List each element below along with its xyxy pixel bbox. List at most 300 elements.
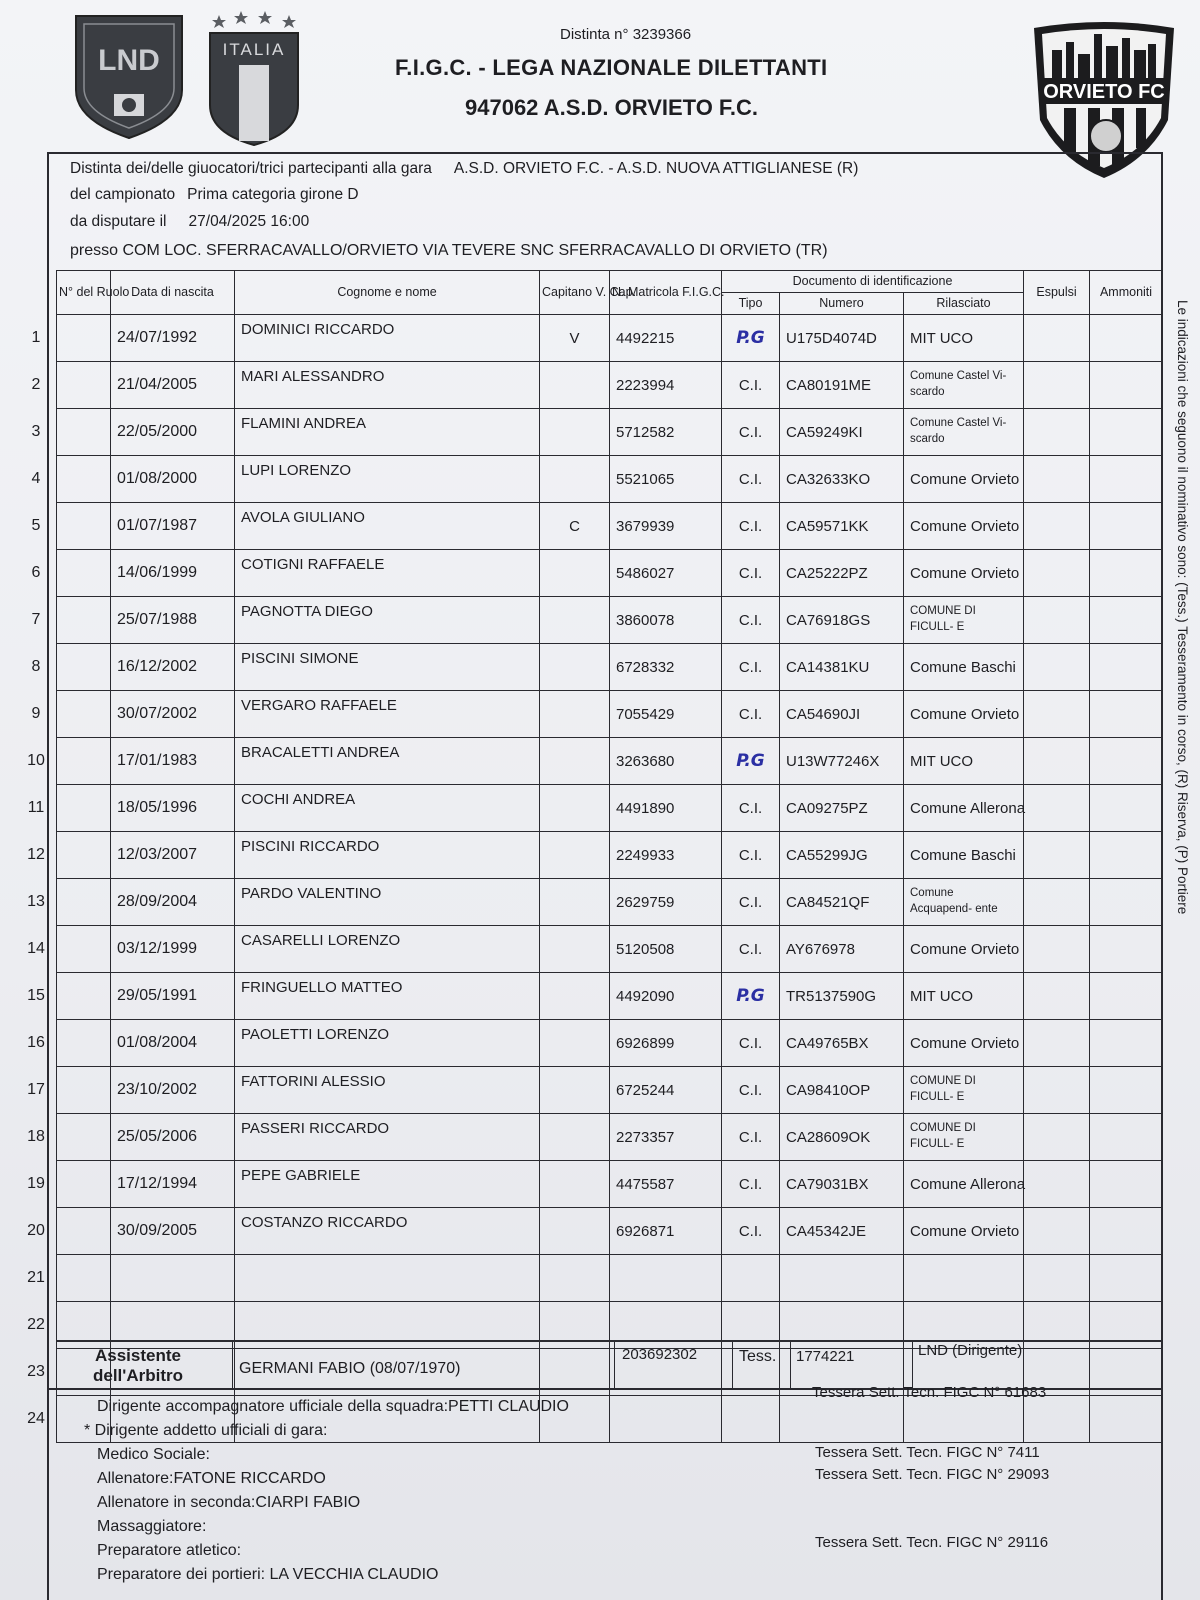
cell-numero: CA09275PZ: [780, 785, 904, 832]
cell-date: 12/03/2007: [111, 832, 235, 879]
cell-espulsi: [1024, 973, 1090, 1020]
cell-ril: Comune Orvieto: [904, 503, 1024, 550]
row-number: 11: [27, 799, 45, 816]
cell-numero: CA14381KU: [780, 644, 904, 691]
cell-ammoniti: [1090, 973, 1163, 1020]
cell-ammoniti: [1090, 1208, 1163, 1255]
cell-ammoniti: [1090, 409, 1163, 456]
championship-label: del campionato: [70, 186, 176, 203]
assistant-divider: [912, 1342, 913, 1390]
staff-massaggiatore: Massaggiatore:: [97, 1518, 207, 1535]
club-title: 947062 A.S.D. ORVIETO F.C.: [465, 95, 759, 120]
cell-ruolo: [57, 503, 111, 550]
cell-date: 14/06/1999: [111, 550, 235, 597]
cell-tipo: C.I.: [722, 1208, 780, 1255]
cell-ammoniti: [1090, 926, 1163, 973]
cell-ruolo: [57, 973, 111, 1020]
cell-cap: [540, 597, 610, 644]
table-row: [57, 785, 1163, 832]
cell-ruolo: [57, 456, 111, 503]
championship-line: [70, 186, 359, 204]
cell-cap: [540, 1208, 610, 1255]
assistant-matricola: 203692302: [622, 1346, 698, 1363]
cell-numero: U175D4074D: [780, 315, 904, 362]
cell-cap: [540, 1020, 610, 1067]
cell-ril: Comune Castel Vi- scardo: [904, 362, 1024, 409]
cell-ammoniti: [1090, 456, 1163, 503]
cell-espulsi: [1024, 550, 1090, 597]
cell-ruolo: [57, 1067, 111, 1114]
cell-ril: Comune Orvieto: [904, 550, 1024, 597]
table-row: [57, 456, 1163, 503]
cell-numero: TR5137590G: [780, 973, 904, 1020]
col-rilasciato: Rilasciato: [904, 293, 1024, 315]
cell-ammoniti: [1090, 691, 1163, 738]
row-number: 12: [27, 846, 45, 863]
cell-matricola: 6728332: [610, 644, 722, 691]
cell-ril: COMUNE DI FICULL- E: [904, 597, 1024, 644]
cell-ruolo: [57, 409, 111, 456]
col-espulsi: Espulsi: [1024, 271, 1090, 315]
staff-medico: Medico Sociale:: [97, 1446, 210, 1463]
col-nascita: Data di nascita: [111, 271, 235, 315]
cell-ammoniti: [1090, 503, 1163, 550]
cell-date: 01/07/1987: [111, 503, 235, 550]
cell-matricola: 3263680: [610, 738, 722, 785]
cell-espulsi: [1024, 1161, 1090, 1208]
cell-espulsi: [1024, 1067, 1090, 1114]
cell-name: AVOLA GIULIANO: [235, 503, 540, 550]
col-ammoniti: Ammoniti: [1090, 271, 1163, 315]
cell-tipo: C.I.: [722, 879, 780, 926]
cell-espulsi: [1024, 1114, 1090, 1161]
tessera-medico: Tessera Sett. Tecn. FIGC N° 7411: [815, 1444, 1040, 1461]
cell-ammoniti: [1090, 597, 1163, 644]
cell-matricola: 3860078: [610, 597, 722, 644]
cell-numero: CA54690JI: [780, 691, 904, 738]
cell-matricola: 7055429: [610, 691, 722, 738]
cell-name: COCHI ANDREA: [235, 785, 540, 832]
cell-ammoniti: [1090, 1255, 1163, 1302]
cell-matricola: 5712582: [610, 409, 722, 456]
cell-ril: Comune Allerona: [904, 785, 1024, 832]
staff-allenatore-seconda: Allenatore in seconda:CIARPI FABIO: [97, 1494, 361, 1511]
players-table-body: [57, 315, 1163, 1443]
tessera-dirigente: Tessera Sett. Tecn. FIGC N° 61683: [812, 1384, 1047, 1401]
cell-ruolo: [57, 1208, 111, 1255]
cell-matricola: 2249933: [610, 832, 722, 879]
cell-ruolo: [57, 738, 111, 785]
cell-tipo: C.I.: [722, 597, 780, 644]
cell-tipo: C.I.: [722, 1067, 780, 1114]
staff-preparatore: Preparatore atletico:: [97, 1542, 242, 1559]
cell-numero: CA80191ME: [780, 362, 904, 409]
row-number: 23: [27, 1363, 45, 1380]
cell-date: 16/12/2002: [111, 644, 235, 691]
cell-espulsi: [1024, 879, 1090, 926]
cell-cap: V: [540, 315, 610, 362]
cell-ruolo: [57, 1114, 111, 1161]
cell-date: [111, 1255, 235, 1302]
assistant-divider: [732, 1342, 733, 1390]
distinta-number: Distinta n° 3239366: [560, 26, 692, 43]
table-row: [57, 597, 1163, 644]
cell-date: 30/09/2005: [111, 1208, 235, 1255]
assistant-label: [93, 1346, 183, 1387]
col-documento: Documento di identificazione: [722, 271, 1024, 293]
cell-numero: CA28609OK: [780, 1114, 904, 1161]
cell-ruolo: [57, 550, 111, 597]
cell-cap: [540, 738, 610, 785]
cell-ammoniti: [1090, 1114, 1163, 1161]
cell-date: 25/07/1988: [111, 597, 235, 644]
cell-cap: [540, 1255, 610, 1302]
cell-name: FLAMINI ANDREA: [235, 409, 540, 456]
cell-ruolo: [57, 1161, 111, 1208]
cell-name: FATTORINI ALESSIO: [235, 1067, 540, 1114]
cell-date: 30/07/2002: [111, 691, 235, 738]
staff-dirigente: Dirigente accompagnatore ufficiale della squadra:PETTI CLAUDIO: [97, 1398, 569, 1415]
cell-ruolo: [57, 1020, 111, 1067]
lnd-logo-text: LND: [98, 44, 160, 77]
cell-tipo: [722, 1255, 780, 1302]
cell-espulsi: [1024, 409, 1090, 456]
row-number: 6: [31, 564, 41, 581]
cell-tipo: P.G: [722, 738, 780, 785]
cell-ruolo: [57, 879, 111, 926]
cell-matricola: 6926899: [610, 1020, 722, 1067]
cell-ammoniti: [1090, 550, 1163, 597]
table-row: [57, 879, 1163, 926]
cell-date: 03/12/1999: [111, 926, 235, 973]
match-line: [70, 160, 858, 178]
table-row: [57, 832, 1163, 879]
cell-matricola: [610, 1396, 722, 1443]
cell-espulsi: [1024, 597, 1090, 644]
col-ruolo: N° del Ruolo: [57, 271, 111, 315]
cell-espulsi: [1024, 362, 1090, 409]
table-row: [57, 1114, 1163, 1161]
cell-tipo: C.I.: [722, 832, 780, 879]
cell-cap: [540, 1067, 610, 1114]
cell-ruolo: [57, 315, 111, 362]
cell-date: 21/04/2005: [111, 362, 235, 409]
cell-name: PISCINI SIMONE: [235, 644, 540, 691]
col-nome: Cognome e nome: [235, 271, 540, 315]
cell-tipo: C.I.: [722, 644, 780, 691]
table-row: [57, 973, 1163, 1020]
cell-ril: Comune Baschi: [904, 832, 1024, 879]
table-row: [57, 315, 1163, 362]
cell-matricola: 2273357: [610, 1114, 722, 1161]
table-row: [57, 691, 1163, 738]
table-row: [57, 1161, 1163, 1208]
cell-ammoniti: [1090, 1396, 1163, 1443]
cell-tipo: C.I.: [722, 550, 780, 597]
cell-cap: [540, 926, 610, 973]
assistant-divider: [614, 1342, 615, 1390]
cell-tipo: C.I.: [722, 409, 780, 456]
cell-tipo: C.I.: [722, 503, 780, 550]
cell-tipo: P.G: [722, 315, 780, 362]
cell-numero: CA98410OP: [780, 1067, 904, 1114]
tessera-allenatore: Tessera Sett. Tecn. FIGC N° 29093: [815, 1466, 1050, 1483]
cell-numero: CA59571KK: [780, 503, 904, 550]
staff-preparatore-portieri: Preparatore dei portieri: LA VECCHIA CLAUDIO: [97, 1566, 439, 1583]
cell-ril: MIT UCO: [904, 973, 1024, 1020]
cell-ruolo: [57, 832, 111, 879]
cell-ril: Comune Orvieto: [904, 926, 1024, 973]
championship-value: Prima categoria girone D: [187, 186, 359, 203]
cell-numero: [780, 1396, 904, 1443]
row-number: 3: [31, 423, 41, 440]
cell-ruolo: [57, 691, 111, 738]
cell-ammoniti: [1090, 1067, 1163, 1114]
cell-matricola: 5486027: [610, 550, 722, 597]
table-row: [57, 362, 1163, 409]
col-capitano: Capitano V. Cap.: [540, 271, 610, 315]
row-number: 5: [31, 517, 41, 534]
cell-date: 28/09/2004: [111, 879, 235, 926]
cell-matricola: 5521065: [610, 456, 722, 503]
cell-numero: CA49765BX: [780, 1020, 904, 1067]
cell-ril: MIT UCO: [904, 315, 1024, 362]
cell-numero: U13W77246X: [780, 738, 904, 785]
cell-name: PASSERI RICCARDO: [235, 1114, 540, 1161]
table-row: [57, 1208, 1163, 1255]
cell-numero: CA32633KO: [780, 456, 904, 503]
cell-numero: CA84521QF: [780, 879, 904, 926]
cell-ammoniti: [1090, 879, 1163, 926]
players-label: Distinta dei/delle giuocatori/trici partecipanti alla gara: [70, 160, 432, 177]
match-date: 27/04/2025 16:00: [188, 213, 310, 230]
cell-cap: [540, 879, 610, 926]
cell-numero: [780, 1255, 904, 1302]
cell-matricola: 5120508: [610, 926, 722, 973]
cell-date: 17/12/1994: [111, 1161, 235, 1208]
cell-ril: Comune Orvieto: [904, 1020, 1024, 1067]
cell-numero: CA76918GS: [780, 597, 904, 644]
cell-numero: CA45342JE: [780, 1208, 904, 1255]
row-number: 19: [27, 1175, 45, 1192]
cell-ruolo: [57, 644, 111, 691]
cell-name: [235, 1255, 540, 1302]
cell-ril: Comune Allerona: [904, 1161, 1024, 1208]
cell-ruolo: [57, 785, 111, 832]
cell-matricola: 4492215: [610, 315, 722, 362]
players-table: [56, 270, 1163, 1443]
cell-date: 23/10/2002: [111, 1067, 235, 1114]
cell-tipo: C.I.: [722, 1114, 780, 1161]
cell-ril: [904, 1255, 1024, 1302]
col-tipo: Tipo: [722, 293, 780, 315]
assistant-label-line1: Assistente: [95, 1346, 181, 1365]
cell-date: 01/08/2004: [111, 1020, 235, 1067]
table-row: [57, 926, 1163, 973]
row-number: 13: [27, 893, 45, 910]
venue-value: COM LOC. SFERRACAVALLO/ORVIETO VIA TEVERE SNC SFERRACAVALLO DI ORVIETO (TR): [122, 242, 828, 259]
cell-matricola: [610, 1255, 722, 1302]
row-number: 18: [27, 1128, 45, 1145]
cell-matricola: 4492090: [610, 973, 722, 1020]
row-number: 4: [31, 470, 41, 487]
row-number: 22: [27, 1316, 45, 1333]
cell-date: 25/05/2006: [111, 1114, 235, 1161]
date-line: [70, 213, 309, 231]
cell-espulsi: [1024, 785, 1090, 832]
row-number: 9: [31, 705, 41, 722]
cell-cap: [540, 1161, 610, 1208]
cell-ammoniti: [1090, 832, 1163, 879]
col-numero: Numero: [780, 293, 904, 315]
cell-matricola: 2223994: [610, 362, 722, 409]
cell-ammoniti: [1090, 1161, 1163, 1208]
cell-date: 24/07/1992: [111, 315, 235, 362]
assistant-divider: [790, 1342, 791, 1390]
cell-cap: [540, 409, 610, 456]
cell-espulsi: [1024, 1255, 1090, 1302]
cell-name: CASARELLI LORENZO: [235, 926, 540, 973]
cell-matricola: 3679939: [610, 503, 722, 550]
row-number: 10: [27, 752, 45, 769]
cell-tipo: P.G: [722, 973, 780, 1020]
orvieto-logo-text: ORVIETO FC: [1043, 81, 1165, 103]
cell-tipo: C.I.: [722, 1020, 780, 1067]
cell-espulsi: [1024, 644, 1090, 691]
cell-ammoniti: [1090, 362, 1163, 409]
cell-matricola: 2629759: [610, 879, 722, 926]
cell-espulsi: [1024, 1396, 1090, 1443]
cell-ril: [904, 1396, 1024, 1443]
cell-ammoniti: [1090, 644, 1163, 691]
cell-name: PAGNOTTA DIEGO: [235, 597, 540, 644]
match-teams: A.S.D. ORVIETO F.C. - A.S.D. NUOVA ATTIGLIANESE (R): [453, 160, 859, 177]
row-number: 16: [27, 1034, 45, 1051]
cell-tipo: C.I.: [722, 362, 780, 409]
cell-name: MARI ALESSANDRO: [235, 362, 540, 409]
table-row: [57, 409, 1163, 456]
cell-ammoniti: [1090, 785, 1163, 832]
cell-name: BRACALETTI ANDREA: [235, 738, 540, 785]
cell-name: LUPI LORENZO: [235, 456, 540, 503]
italia-logo-text: ITALIA: [222, 40, 286, 59]
cell-ril: Comune Castel Vi- scardo: [904, 409, 1024, 456]
cell-tipo: C.I.: [722, 691, 780, 738]
table-row: [57, 1255, 1163, 1302]
cell-numero: CA59249KI: [780, 409, 904, 456]
cell-date: 01/08/2000: [111, 456, 235, 503]
tessera-preparatore: Tessera Sett. Tecn. FIGC N° 29116: [815, 1534, 1049, 1551]
cell-cap: [540, 362, 610, 409]
cell-ril: Comune Orvieto: [904, 1208, 1024, 1255]
cell-numero: CA79031BX: [780, 1161, 904, 1208]
cell-ril: Comune Baschi: [904, 644, 1024, 691]
cell-cap: [540, 832, 610, 879]
cell-cap: [540, 550, 610, 597]
cell-date: 17/01/1983: [111, 738, 235, 785]
table-row: [57, 1020, 1163, 1067]
cell-ril: COMUNE DI FICULL- E: [904, 1114, 1024, 1161]
assistant-issuer: LND (Dirigente): [918, 1342, 1023, 1359]
row-number: 7: [31, 611, 41, 628]
assistant-label-line2: dell'Arbitro: [93, 1366, 183, 1386]
row-number: 2: [31, 376, 41, 393]
cell-tipo: C.I.: [722, 456, 780, 503]
lnd-logo-icon: [70, 12, 188, 140]
cell-espulsi: [1024, 456, 1090, 503]
assistant-referee-row: [56, 1340, 1162, 1390]
cell-name: PEPE GABRIELE: [235, 1161, 540, 1208]
cell-name: COTIGNI RAFFAELE: [235, 550, 540, 597]
table-row: [57, 738, 1163, 785]
assistant-divider: [232, 1342, 233, 1390]
staff-allenatore: Allenatore:FATONE RICCARDO: [97, 1470, 326, 1487]
cell-ril: MIT UCO: [904, 738, 1024, 785]
row-number: 20: [27, 1222, 45, 1239]
venue-line: [70, 242, 828, 260]
cell-date: 22/05/2000: [111, 409, 235, 456]
cell-numero: AY676978: [780, 926, 904, 973]
cell-espulsi: [1024, 738, 1090, 785]
cell-cap: [540, 691, 610, 738]
cell-cap: C: [540, 503, 610, 550]
cell-matricola: 6725244: [610, 1067, 722, 1114]
row-number: 21: [27, 1269, 45, 1286]
cell-date: 18/05/1996: [111, 785, 235, 832]
cell-ruolo: [57, 362, 111, 409]
cell-name: COSTANZO RICCARDO: [235, 1208, 540, 1255]
cell-ruolo: [57, 597, 111, 644]
cell-name: PISCINI RICCARDO: [235, 832, 540, 879]
cell-matricola: 4475587: [610, 1161, 722, 1208]
cell-espulsi: [1024, 926, 1090, 973]
cell-ruolo: [57, 1255, 111, 1302]
staff-addetto: * Dirigente addetto ufficiali di gara:: [84, 1422, 328, 1439]
cell-matricola: 4491890: [610, 785, 722, 832]
cell-tipo: C.I.: [722, 785, 780, 832]
cell-ammoniti: [1090, 738, 1163, 785]
cell-espulsi: [1024, 1208, 1090, 1255]
organization-title: F.I.G.C. - LEGA NAZIONALE DILETTANTI: [395, 55, 828, 80]
row-number: 14: [27, 940, 45, 957]
cell-numero: CA55299JG: [780, 832, 904, 879]
cell-name: PAOLETTI LORENZO: [235, 1020, 540, 1067]
cell-matricola: 6926871: [610, 1208, 722, 1255]
date-label: da disputare il: [70, 213, 167, 230]
cell-cap: [540, 973, 610, 1020]
venue-label: presso: [70, 242, 119, 259]
italia-figc-logo-icon: [205, 5, 303, 147]
cell-cap: [540, 456, 610, 503]
cell-ril: Comune Orvieto: [904, 691, 1024, 738]
legend-side-note: Le indicazioni che seguono il nominativo sono: (Tess.) Tesseramento in corso, (R) Riserva, (P) Portiere: [1175, 300, 1190, 915]
cell-espulsi: [1024, 691, 1090, 738]
cell-cap: [540, 785, 610, 832]
row-number: 24: [27, 1410, 45, 1427]
col-matricola: N. Matricola F.I.G.C.: [610, 271, 722, 315]
row-number: 17: [27, 1081, 45, 1098]
cell-name: FRINGUELLO MATTEO: [235, 973, 540, 1020]
cell-espulsi: [1024, 832, 1090, 879]
table-row: [57, 1067, 1163, 1114]
cell-espulsi: [1024, 1020, 1090, 1067]
row-number: 1: [31, 329, 41, 346]
assistant-doc-type: Tess.: [739, 1348, 777, 1365]
cell-cap: [540, 644, 610, 691]
cell-name: PARDO VALENTINO: [235, 879, 540, 926]
table-row: [57, 550, 1163, 597]
cell-name: DOMINICI RICCARDO: [235, 315, 540, 362]
